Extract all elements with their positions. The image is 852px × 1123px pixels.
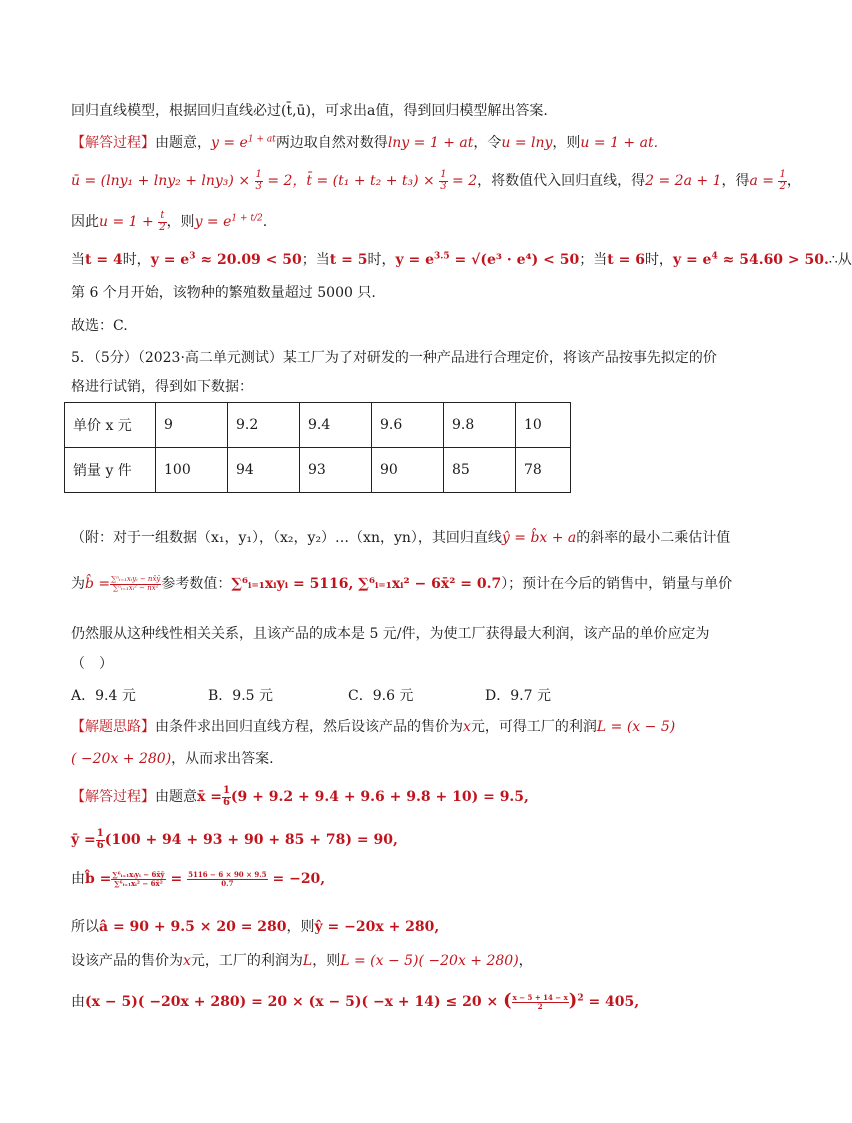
text-fragment: ，则 (166, 214, 195, 230)
equation-profit-function: L = (x − 5)( −20x + 280) (340, 953, 519, 969)
answer-line (71, 316, 128, 336)
variable-x: x (463, 719, 471, 735)
table-cell: 94 (228, 448, 300, 493)
equation-e4: $y = e^4 \approx 54.60 > 50$. (672, 251, 829, 268)
text-fragment: 元，工厂的利润为 (190, 953, 303, 969)
text-fragment: 由题意 (155, 789, 197, 805)
idea-line-2 (71, 749, 274, 769)
process-line-3 (71, 869, 325, 889)
text-fragment: ，从而求出答案. (171, 751, 274, 767)
text-fragment: 元，可得工厂的利润 (470, 719, 597, 735)
text-fragment: ；当 (579, 252, 608, 268)
option-d: D．9.7 元 (485, 688, 551, 704)
option-c: C．9.6 元 (348, 688, 414, 704)
text-fragment: 因此 (71, 214, 99, 230)
question-5-stem-1 (71, 348, 717, 368)
text-fragment: 的斜率的最小二乘估计值 (576, 530, 731, 546)
table-row-label: 单价 x 元 (65, 403, 156, 448)
equation-e3: $y = e^3 \approx 20.09 < 50$ (150, 251, 302, 268)
table-cell: 85 (444, 448, 516, 493)
text-fragment: ；当 (301, 252, 330, 268)
equation-xbar: x̄ = (197, 789, 222, 805)
text-fragment: ∴从 (828, 252, 852, 268)
fraction-b-values: $\frac{5116 - 6 \times 90 \times 9.5}{0.7}$ (188, 870, 267, 888)
text-fragment: 由条件求出回归直线方程，然后设该产品的售价为 (155, 719, 463, 735)
equation-u: u = lny (501, 135, 553, 151)
equation-u-t: u = 1 + (99, 214, 159, 230)
text-fragment: . (262, 214, 268, 230)
intro-text: 回归直线模型，根据回归直线必过(t̄,ū)，可求出a值，得到回归模型解出答案. (71, 103, 548, 119)
fraction-b-formula: $\frac{\text{∑⁶ᵢ₌₁xᵢyᵢ − 6x̄ȳ}}{\text{∑⁶ᵢ₌₁xᵢ² − 6x̄²}}$ (112, 870, 165, 888)
solution-tag: 【解答过程】 (71, 135, 155, 151)
fraction-one-sixth: $\frac{1}{6}$ (222, 785, 230, 808)
fraction-one-sixth-2: $\frac{1}{6}$ (96, 828, 104, 851)
text-fragment: ，得 (721, 173, 750, 189)
text-fragment: 为 (71, 576, 85, 592)
equation-y-exp: $y = e^{1 + at}$ (211, 134, 276, 151)
text-fragment: ，则 (286, 919, 315, 935)
equation-sum-xy: ∑⁶ᵢ₌₁xᵢyᵢ = 5116, (231, 576, 359, 592)
text-fragment: ，则 (312, 953, 341, 969)
text-fragment: 当 (71, 252, 85, 268)
idea-line-1 (71, 717, 675, 737)
note-text: （附：对于一组数据（x₁，y₁），（x₂，y₂）…（xn，yn），其回归直线 (71, 530, 502, 546)
equation-t6: t = 6 (607, 252, 645, 268)
fraction-bhat-formula: $\frac{\text{∑ⁿᵢ₌₁xᵢyᵢ − nx̄ȳ}}{\text{∑ⁿᵢ₌₁xᵢ² − nx̄²}}$ (111, 575, 161, 592)
table-cell: 100 (156, 448, 228, 493)
question-5-text-2: 格进行试销，得到如下数据： (71, 379, 253, 395)
equals-sign: = (165, 871, 188, 887)
equation-a: a = (749, 173, 779, 189)
table-cell: 78 (516, 448, 571, 493)
equation-max-profit: = 405, (583, 994, 640, 1010)
exponent-square: 2 (577, 993, 584, 1004)
equation-u-linear: u = 1 + at. (580, 135, 659, 151)
text-fragment: ，将数值代入回归直线，得 (477, 173, 646, 189)
equation-b-lhs: b̂ = (85, 871, 112, 887)
question-5-text: 5．（5分）（2023·高二单元测试）某工厂为了对研发的一种产品进行合理定价，将该产品按事先拟定的价 (71, 350, 717, 366)
table-cell: 9.4 (300, 403, 372, 448)
text-fragment: ， (786, 173, 801, 189)
variable-x: x (183, 953, 191, 969)
fraction-one-third: $\frac{1}{3}$ (255, 169, 262, 192)
data-table (64, 402, 571, 493)
solution-line-5 (71, 283, 376, 303)
process-line-5 (71, 951, 533, 971)
text-fragment: 设该产品的售价为 (71, 953, 183, 969)
fraction-mean: $\frac{x - 5 + 14 - x}{2}$ (512, 993, 568, 1011)
equation-e35: $y = e^{3.5} = √(e^3 \cdot e^4) < 50$ (395, 251, 580, 268)
solution-text: 由题意， (155, 135, 211, 151)
equation-tbar: = 2，t̄ = (t₁ + t₂ + t₃) × (262, 173, 440, 189)
equation-xbar-expr: (9 + 9.2 + 9.4 + 9.6 + 9.8 + 10) = 9.5, (230, 789, 529, 805)
table-row (65, 403, 571, 448)
conclusion-text: 第 6 个月开始，该物种的繁殖数量超过 5000 只. (71, 285, 376, 301)
table-cell: 10 (516, 403, 571, 448)
note-line-2 (71, 574, 732, 594)
table-cell: 9.2 (228, 403, 300, 448)
intro-line (71, 101, 548, 121)
note-line-1 (71, 528, 730, 548)
equation-ybar: ȳ = (71, 832, 96, 848)
text-fragment: ， (518, 953, 533, 969)
text-fragment: 时， (122, 252, 151, 268)
table-row (65, 448, 571, 493)
process-line-1 (71, 786, 529, 808)
equation-value: = 2 (447, 173, 478, 189)
question-5-stem-2 (71, 377, 253, 397)
equation-profit-2: ( −20x + 280) (71, 751, 172, 767)
equation-sum-x2: ∑⁶ᵢ₌₁xᵢ² − 6x̄² = 0.7 (358, 576, 502, 592)
equation-bhat: b̂ = (85, 576, 111, 592)
note-line-3 (71, 624, 710, 644)
idea-tag: 【解题思路】 (71, 719, 155, 735)
equation-b-result: = −20, (267, 871, 326, 887)
equation-ybar-expr: (100 + 94 + 93 + 90 + 85 + 78) = 90, (104, 832, 398, 848)
fraction-one-half: $\frac{1}{2}$ (779, 169, 786, 192)
answer-text: 故选：C. (71, 318, 128, 334)
text-fragment: 两边取自然对数得 (275, 135, 388, 151)
text-fragment: ，令 (473, 135, 502, 151)
equation-inequality: (x − 5)( −20x + 280) = 20 × (x − 5)( −x + 14) ≤ 20 × (85, 994, 504, 1010)
text-fragment: 时， (367, 252, 396, 268)
table-cell: 9 (156, 403, 228, 448)
text-fragment: 由 (71, 871, 85, 887)
text-fragment: 由 (71, 994, 85, 1010)
equation-regression-result: ŷ = −20x + 280, (314, 919, 440, 935)
question-paren (71, 654, 113, 674)
text-fragment: ）；预计在今后的销售中，销量与单价 (501, 576, 733, 592)
table-cell: 90 (372, 448, 444, 493)
solution-line-4 (71, 250, 852, 270)
equation-t4: t = 4 (85, 252, 123, 268)
equation-y-model: $y = e^{1 + t/2}$ (194, 213, 263, 230)
process-line-2 (71, 829, 398, 851)
equation-ubar: ū = (lny₁ + lny₂ + lny₃) × (71, 173, 255, 189)
solution-line-2 (71, 170, 801, 192)
note-text-3: 仍然服从这种线性相关关系，且该产品的成本是 5 元/件，为使工厂获得最大利润，该产品的单价应定为 (71, 626, 710, 642)
text-fragment: 时， (644, 252, 673, 268)
table-cell: 93 (300, 448, 372, 493)
text-fragment: 所以 (71, 919, 99, 935)
table-cell: 9.8 (444, 403, 516, 448)
option-b: B．9.5 元 (208, 688, 274, 704)
table-row-label: 销量 y 件 (65, 448, 156, 493)
text-fragment: ，则 (552, 135, 581, 151)
equation-substitute: 2 = 2a + 1 (645, 173, 722, 189)
equation-t5: t = 5 (329, 252, 368, 268)
variable-l: L (302, 953, 313, 969)
process-tag: 【解答过程】 (71, 789, 155, 805)
equation-ln: lny = 1 + at (387, 135, 474, 151)
process-line-6: 由(x − 5)( −20x + 280) = 20 × (x − 5)( −x + 14) ≤ 20 × ( $\frac{x - 5 + 14 - x}{2}$ )$^2$ = 405, (71, 990, 640, 1011)
text-fragment: 参考数值： (161, 576, 232, 592)
option-a: A．9.4 元 (71, 688, 136, 704)
table-cell: 9.6 (372, 403, 444, 448)
equation-profit: L = (x − 5) (596, 719, 676, 735)
process-line-4 (71, 917, 439, 937)
equation-regression: ŷ = b̂x + a (501, 530, 577, 546)
fraction-one-third-2: $\frac{1}{3}$ (440, 169, 447, 192)
solution-line-3 (71, 211, 267, 233)
paren-text: （ ） (71, 656, 113, 672)
solution-line-1 (71, 133, 658, 153)
fraction-t-half: $\frac{t}{2}$ (159, 210, 166, 233)
equation-a-value: â = 90 + 9.5 × 20 = 280 (99, 919, 287, 935)
